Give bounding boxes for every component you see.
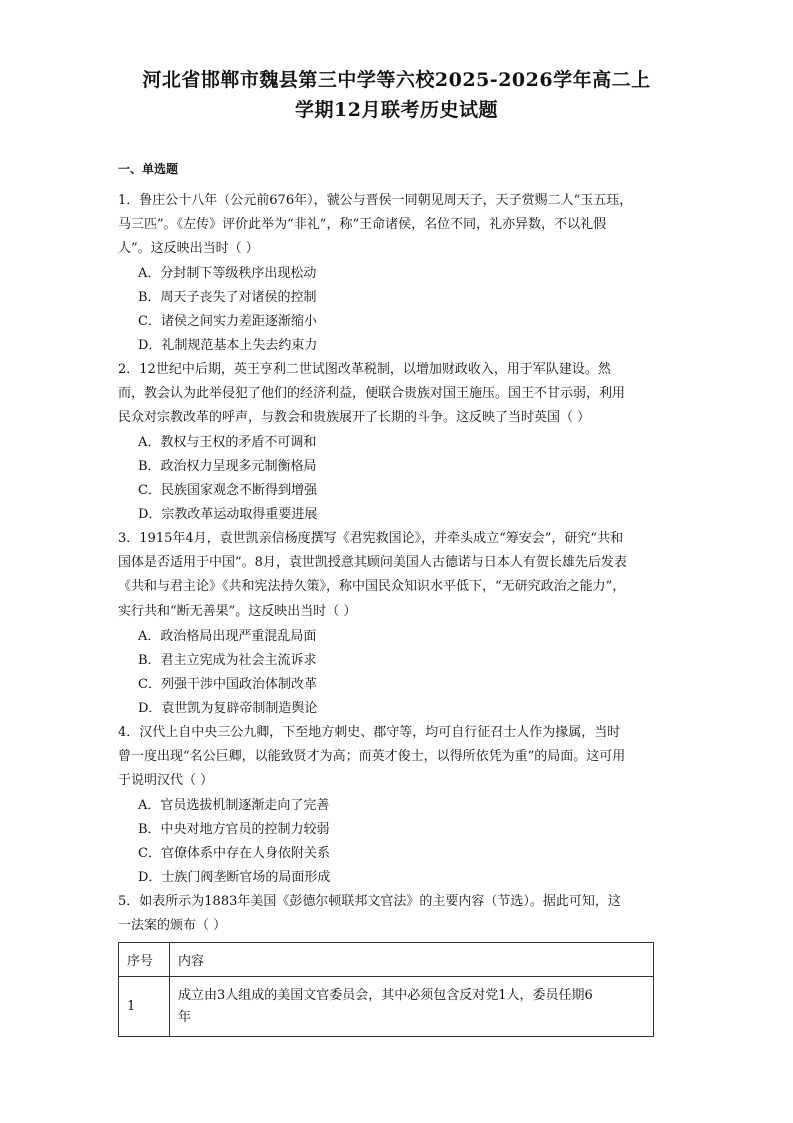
table-cell-content-line-1: 成立由3人组成的美国文官委员会，其中必须包含反对党1人，委员任期6	[178, 987, 593, 1003]
table-cell-content-line-2: 年	[178, 1009, 192, 1025]
table-cell-number: 1	[119, 977, 170, 1037]
table-header-number: 序号	[119, 943, 170, 977]
question-4-option-c: C．官僚体系中存在人身依附关系	[138, 846, 330, 861]
question-4-option-b: B．中央对地方官员的控制力较弱	[138, 822, 330, 837]
question-2-line-2: 而，教会认为此举侵犯了他们的经济利益，便联合贵族对国王施压。国王不甘示弱，利用	[118, 386, 626, 401]
question-4-option-d: D．士族门阀垄断官场的局面形成	[138, 870, 331, 885]
question-3-option-a: A．政治格局出现严重混乱局面	[138, 629, 317, 644]
section-heading: 一、单选题	[118, 162, 179, 176]
document-title-line-2: 学期12月联考历史试题	[295, 99, 498, 121]
question-3-option-b: B．君主立宪成为社会主流诉求	[138, 653, 317, 668]
question-2-option-a: A．教权与王权的矛盾不可调和	[138, 435, 317, 450]
table-header-row	[119, 943, 654, 977]
question-3-line-3: 《共和与君主论》《共和宪法持久策》，称中国民众知识水平低下，“无研究政治之能力”，	[118, 579, 626, 594]
question-1-line-3: 人”。这反映出当时（ ）	[118, 241, 259, 256]
question-2-line-1: 2．12世纪中后期，英王亨利二世试图改革税制，以增加财政收入，用于军队建设。然	[118, 362, 611, 377]
question-4-option-a: A．官员选拔机制逐渐走向了完善	[138, 798, 330, 813]
question-2-option-c: C．民族国家观念不断得到增强	[138, 483, 317, 498]
question-2-line-3: 民众对宗教改革的呼声，与教会和贵族展开了长期的斗争。这反映了当时英国（ ）	[118, 410, 591, 425]
question-4-line-3: 于说明汉代（ ）	[118, 773, 214, 788]
question-5-line-1: 5．如表所示为1883年美国《彭德尔顿联邦文官法》的主要内容（节选）。据此可知，这	[118, 894, 621, 909]
document-title-line-1: 河北省邯郸市魏县第三中学等六校2025-2026学年高二上	[142, 69, 651, 91]
question-2-option-b: B．政治权力呈现多元制衡格局	[138, 459, 317, 474]
question-3-option-c: C．列强干涉中国政治体制改革	[138, 677, 317, 692]
question-3-line-4: 实行共和“断无善果”。这反映出当时（ ）	[118, 604, 357, 619]
question-3-line-1: 3．1915年4月，袁世凯亲信杨度撰写《君宪救国论》，并牵头成立“筹安会”，研究“共和	[118, 531, 624, 546]
question-4-line-1: 4．汉代上自中央三公九卿，下至地方刺史、郡守等，均可自行征召士人作为掾属，当时	[118, 725, 621, 740]
question-2-option-d: D．宗教改革运动取得重要进展	[138, 507, 318, 522]
question-4-line-2: 曾一度出现“名公巨卿，以能致贤才为高；而英才俊士，以得所依凭为重”的局面。这可用	[118, 749, 626, 764]
question-3-option-d: D．袁世凯为复辟帝制制造舆论	[138, 701, 318, 716]
question-1-line-1: 1．鲁庄公十八年（公元前676年），虢公与晋侯一同朝见周天子，天子赏赐二人“玉五珏，	[118, 193, 633, 208]
question-1-line-2: 马三匹”。《左传》评价此举为“非礼”，称“王命诸侯，名位不同，礼亦异数，不以礼假	[118, 217, 607, 232]
table-header-content: 内容	[170, 943, 654, 977]
question-5-table	[118, 942, 654, 1037]
question-1-option-b: B．周天子丧失了对诸侯的控制	[138, 290, 317, 305]
question-1-option-c: C．诸侯之间实力差距逐渐缩小	[138, 314, 317, 329]
table-row	[119, 977, 654, 1037]
table-cell-content	[170, 977, 654, 1037]
question-1-option-d: D．礼制规范基本上失去约束力	[138, 338, 318, 353]
question-1-option-a: A．分封制下等级秩序出现松动	[138, 266, 317, 281]
question-3-line-2: 国体是否适用于中国”。8月，袁世凯授意其顾问美国人古德诺与日本人有贺长雄先后发表	[118, 555, 627, 570]
question-5-line-2: 一法案的颁布（ ）	[118, 918, 227, 933]
